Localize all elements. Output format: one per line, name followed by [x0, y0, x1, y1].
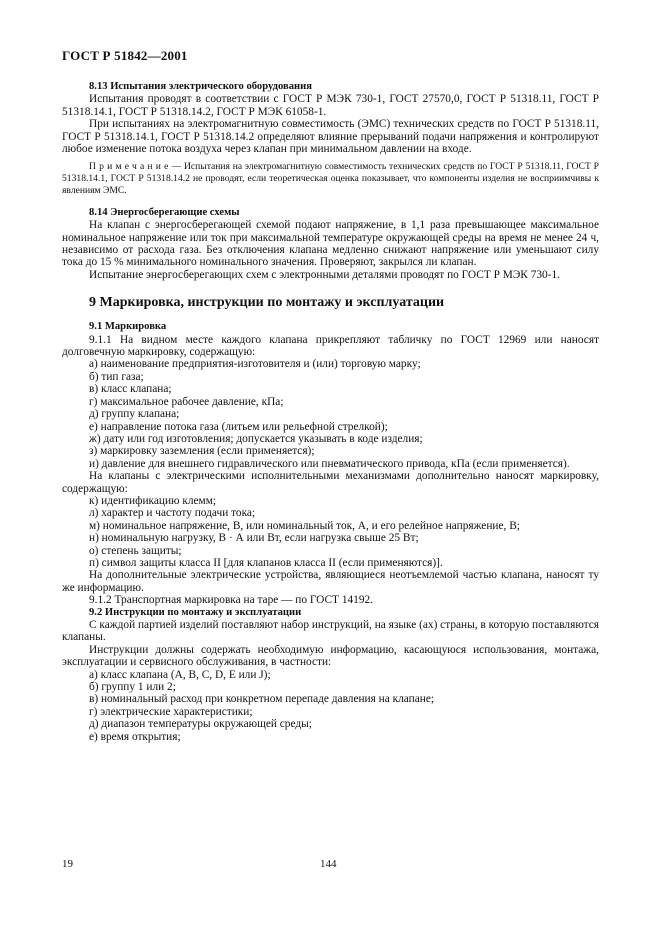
section-8-13-note: [62, 161, 599, 196]
list-item: а) класс клапана (A, B, C, D, E или J);: [89, 668, 271, 681]
list-item: д) группу клапана;: [89, 408, 180, 421]
electrical-marking-list: [62, 495, 599, 569]
list-item: д) диапазон температуры окружающей среды;: [89, 718, 312, 731]
section-9-1-2-paragraph: 9.1.2 Транспортная маркировка на таре — по ГОСТ 14192.: [89, 594, 374, 607]
list-item: б) тип газа;: [89, 370, 144, 383]
additional-devices-paragraph: На дополнительные электрические устройства, являющиеся неотъемлемой частью клапана, наносят ту же информацию.: [62, 569, 599, 594]
list-item: а) наименование предприятия-изготовителя и (или) торговую марку;: [89, 358, 421, 371]
electrical-marking-paragraph: На клапаны с электрическими исполнительными механизмами дополнительно наносят маркировку, содержащую:: [62, 470, 599, 495]
page-number-left: 19: [62, 858, 73, 870]
section-9-heading: 9 Маркировка, инструкции по монтажу и эксплуатации: [89, 295, 445, 311]
page-number-center: 144: [320, 858, 337, 870]
list-item: к) идентификацию клемм;: [89, 494, 217, 507]
list-item: м) номинальное напряжение, В, или номинальный ток, А, и его релейное напряжение, В;: [89, 519, 520, 532]
list-item: з) маркировку заземления (если применяется);: [89, 445, 315, 458]
list-item: о) степень защиты;: [89, 544, 182, 557]
section-9-2-heading: 9.2 Инструкции по монтажу и эксплуатации: [89, 606, 302, 618]
list-item: в) класс клапана;: [89, 383, 172, 396]
list-item: е) время открытия;: [89, 730, 181, 743]
section-9-2-paragraph-1: С каждой партией изделий поставляют набор инструкций, на языке (ах) страны, в которую поставляются клапаны.: [62, 619, 599, 644]
list-item: б) группу 1 или 2;: [89, 681, 176, 694]
instructions-list: [62, 669, 599, 743]
list-item: л) характер и частоту подачи тока;: [89, 507, 256, 520]
list-item: и) давление для внешнего гидравлического или пневматического привода, кПа (если применяется).: [89, 457, 570, 470]
list-item: в) номинальный расход при конкретном перепаде давления на клапане;: [89, 693, 435, 706]
marking-list: [62, 358, 599, 470]
section-8-13-heading: 8.13 Испытания электрического оборудования: [89, 81, 312, 92]
note-label: Примечание: [89, 161, 172, 173]
note-text: — Испытания на электромагнитную совместимость технических средств по ГОСТ Р 51318.11, ГОСТ Р 51318.14.1, ГОСТ Р 51318.14.2 не проводят, если теоретическая оценка показывает, что компоненты изделия не восприимчивы к явлениям ЭМС.: [62, 161, 599, 197]
list-item: ж) дату или год изготовления; допускается указывать в коде изделия;: [89, 432, 423, 445]
section-9-1-heading: 9.1 Маркировка: [89, 321, 167, 333]
section-8-14-heading: 8.14 Энергосберегающие схемы: [89, 206, 240, 218]
section-8-14-paragraph-2: Испытание энергосберегающих схем с электронными деталями проводят по ГОСТ Р МЭК 730-1.: [89, 268, 561, 281]
section-8-13-paragraph-2: При испытаниях на электромагнитную совместимость (ЭМС) технических средств по ГОСТ Р 51318.11, ГОСТ Р 51318.14.1, ГОСТ Р 51318.14.2 определяют влияние прерываний подачи напряжения и контролируют любое изменение потока воздуха через клапан при минимальном давлении на входе.: [62, 118, 599, 156]
list-item: н) номинальную нагрузку, В · А или Вт, если нагрузка свыше 25 Вт;: [89, 532, 419, 545]
list-item: г) электрические характеристики;: [89, 705, 253, 718]
section-9-2-paragraph-2: Инструкции должны содержать необходимую информацию, касающуюся использования, монтажа, эксплуатации и сервисного обслуживания, в частности:: [62, 643, 599, 669]
section-8-13-paragraph-1: Испытания проводят в соответствии с ГОСТ Р МЭК 730-1, ГОСТ 27570,0, ГОСТ Р 51318.11, ГОСТ Р 51318.14.1, ГОСТ Р 51318.14.2, ГОСТ Р МЭК 61058-1.: [62, 93, 599, 118]
list-item: п) символ защиты класса II [для клапанов класса II (если применяются)].: [89, 556, 443, 569]
section-9-1-1-paragraph: 9.1.1 На видном месте каждого клапана прикрепляют табличку по ГОСТ 12969 или наносят долговечную маркировку, содержащую:: [62, 333, 599, 359]
document-header: ГОСТ Р 51842—2001: [62, 48, 188, 63]
section-8-14-paragraph-1: На клапан с энергосберегающей схемой подают напряжение, в 1,1 раза превышающее максимальное номинальное напряжение или ток при максимальной температуре окружающей среды на время не менее 24 ч, независимо от расхода газа. Без отключения клапана медленно снижают напряжение или уменьшают силу тока до 15 % минимального номинального значения. Проверяют, закрылся ли клапан.: [62, 219, 599, 269]
list-item: е) направление потока газа (литьем или рельефной стрелкой);: [89, 420, 388, 433]
page-content: [62, 81, 599, 743]
list-item: г) максимальное рабочее давление, кПа;: [89, 395, 284, 408]
